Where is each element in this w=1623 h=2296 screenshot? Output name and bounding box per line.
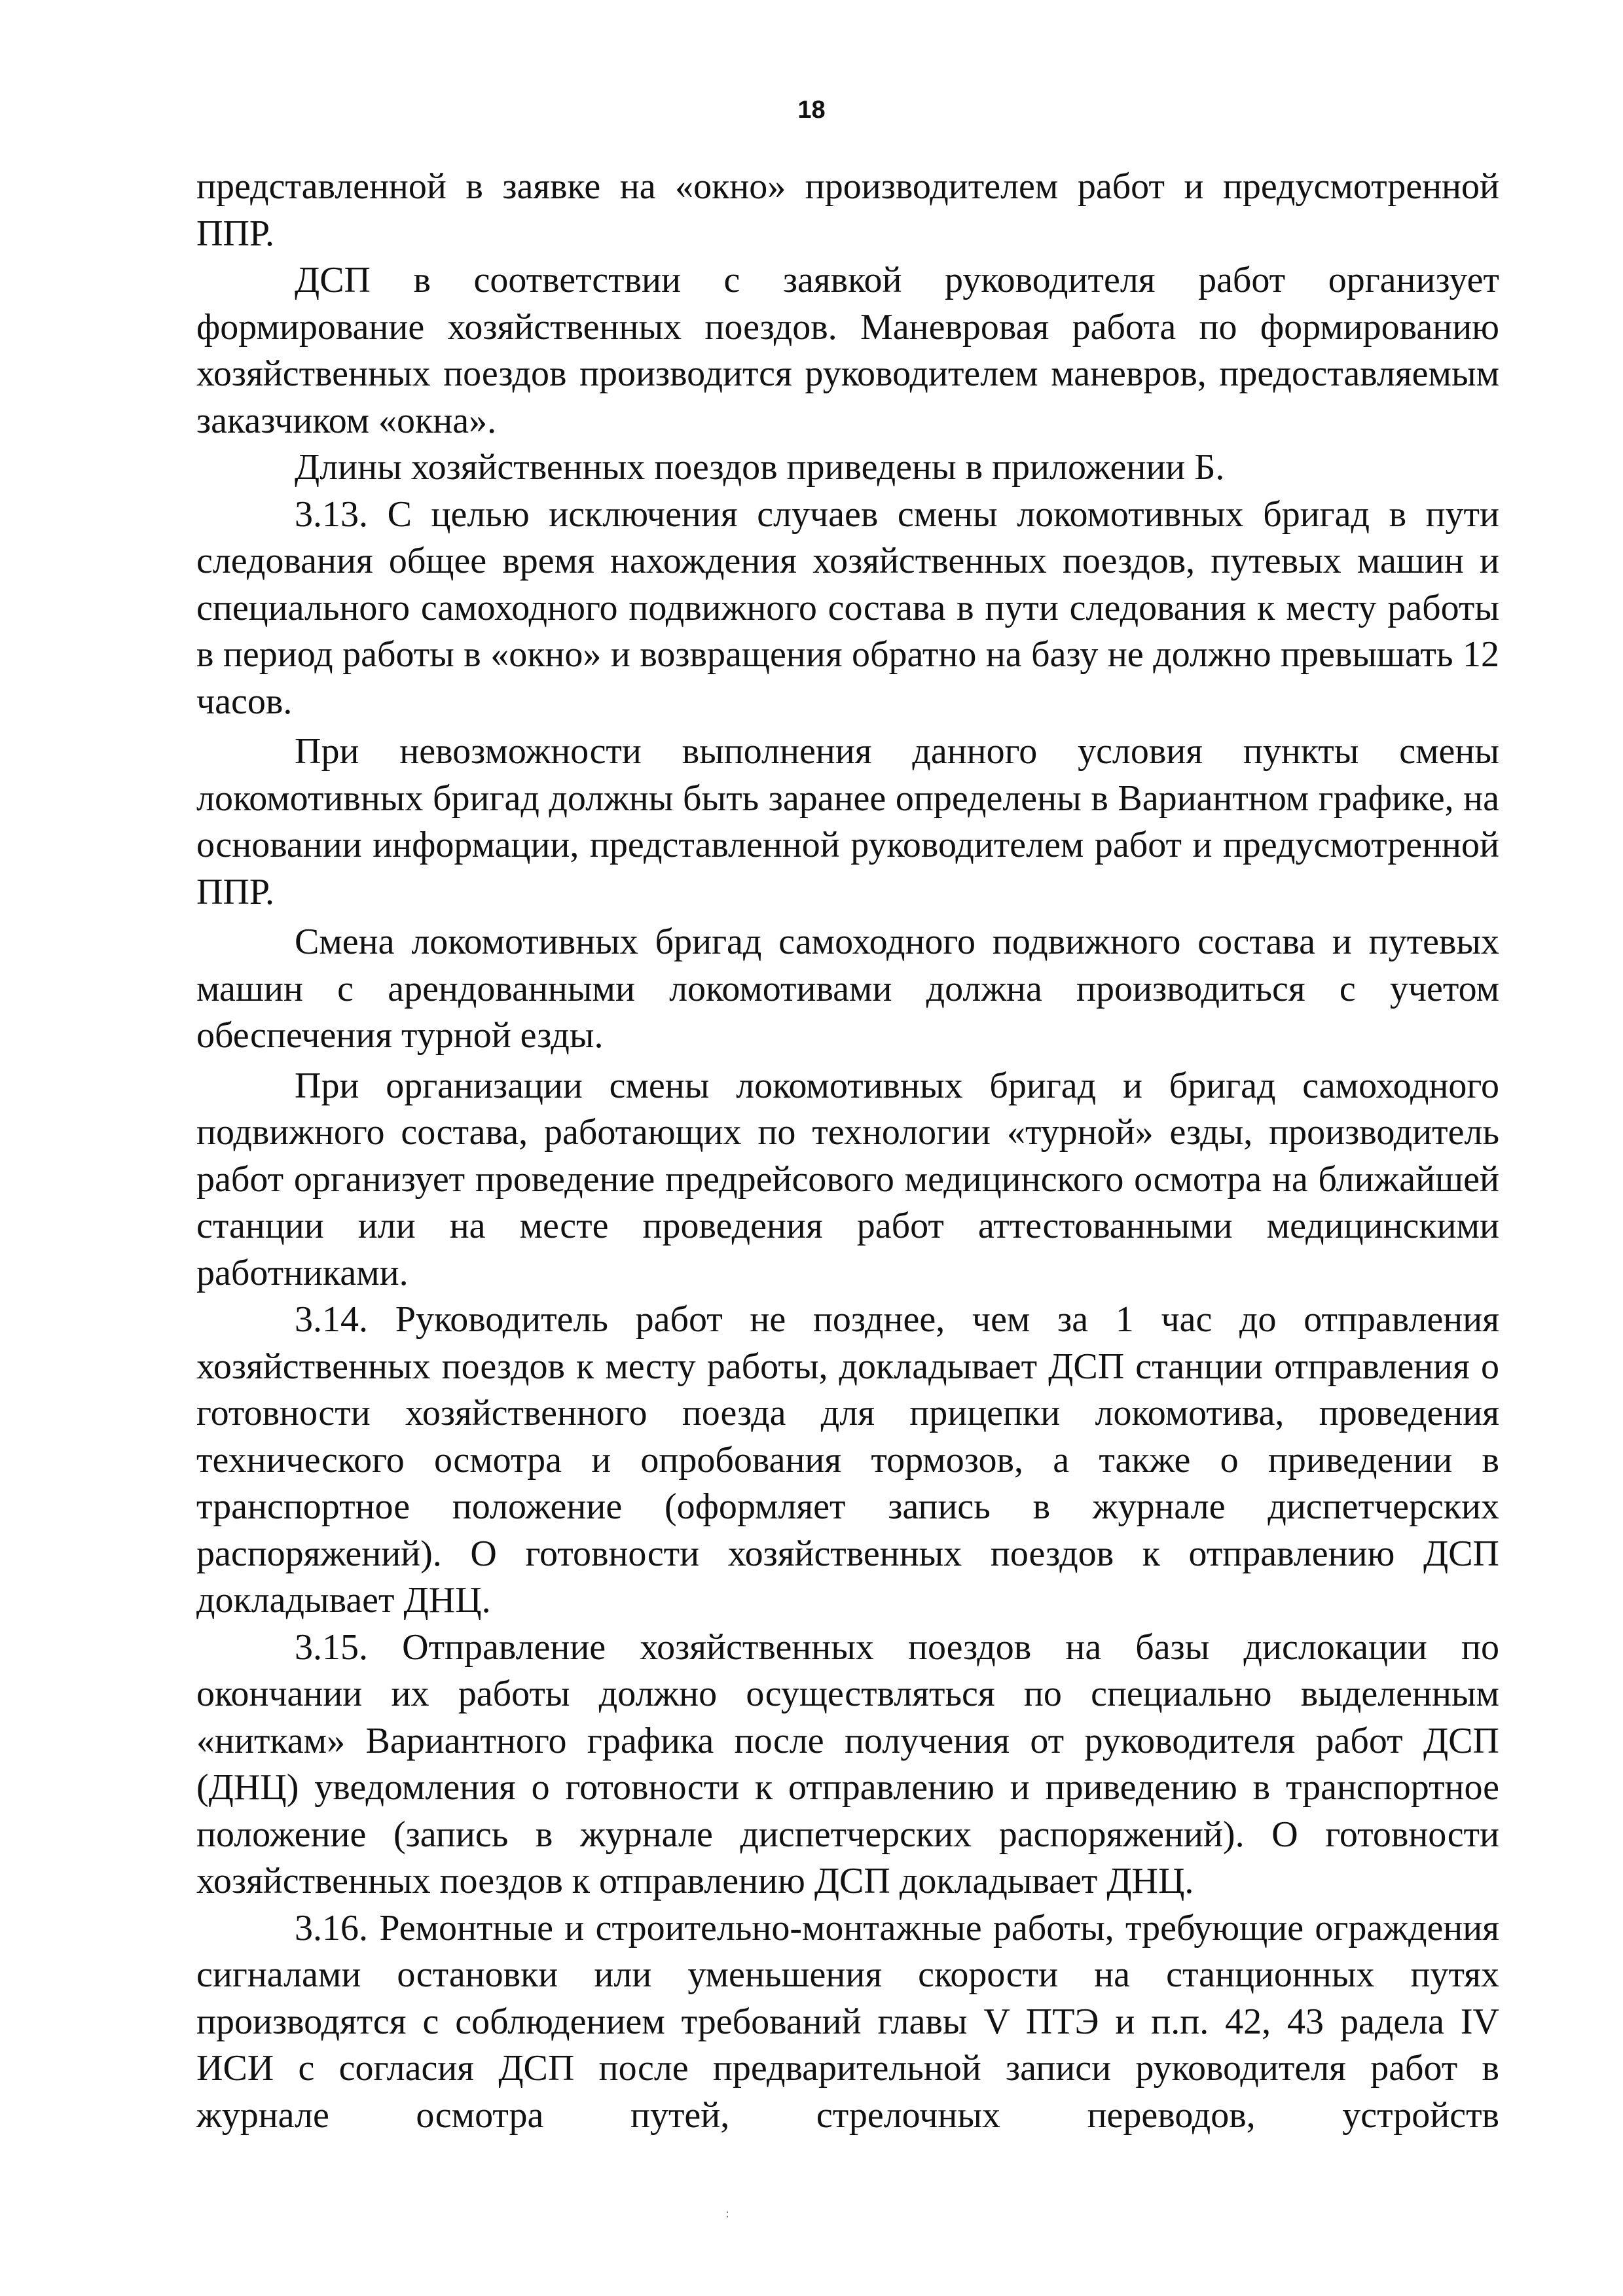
paragraph-3-16: 3.16. Ремонтные и строительно-монтажные работы, требующие ограждения сигналами остановки или уменьшения скорости на станционных путях производятся с соблюдением требований главы V ПТЭ и п.п. 42, 43 радела IV ИСИ с согласия ДСП после предварительной записи руководителя работ в журнале осмотра путей, стрелочных переводов, устройств <box>196 1907 1499 2136</box>
paragraph-crew-change-rented: Смена локомотивных бригад самоходного подвижного состава и путевых машин с арендованными локомотивами должна производиться с учетом обеспечения турной езды. <box>196 922 1499 1056</box>
document-body <box>196 164 1499 2139</box>
paragraph-continuation: представленной в заявке на «окно» производителем работ и предусмотренной ППР. <box>196 166 1499 254</box>
page-number: 18 <box>797 96 826 124</box>
paragraph-medical-check: При организации смены локомотивных бригад и бригад самоходного подвижного состава, работающих по технологии «турной» езды, производитель работ организует проведение предрейсового медицинского осмотра на ближайшей станции или на месте проведения работ аттестованными медицинскими работниками. <box>196 1065 1499 1293</box>
paragraph-3-13: 3.13. С целью исключения случаев смены локомотивных бригад в пути следования общее время нахождения хозяйственных поездов, путевых машин и специального самоходного подвижного состава в пути следования к месту работы в период работы в «окно» и возвращения обратно на базу не должно превышать 12 часов. <box>196 493 1499 722</box>
paragraph-train-lengths: Длины хозяйственных поездов приведены в приложении Б. <box>295 447 1225 488</box>
paragraph-3-15: 3.15. Отправление хозяйственных поездов на базы дислокации по окончании их работы должно осуществляться по специально выделенным «ниткам» Вариантного графика после получения от руководителя работ ДСП (ДНЦ) уведомления о готовности к отправлению и приведению в транспортное положение (запись в журнале диспетчерских распоряжений). О готовности хозяйственных поездов к отправлению ДСП докладывает ДНЦ. <box>196 1626 1499 1901</box>
paragraph-dsp-formation: ДСП в соответствии с заявкой руководителя работ организует формирование хозяйственных поездов. Маневровая работа по формированию хозяйственных поездов производится руководителем маневров, предоставляемым заказчиком «окна». <box>196 260 1499 441</box>
scan-mark: : <box>725 2207 730 2221</box>
paragraph-crew-change-points: При невозможности выполнения данного условия пункты смены локомотивных бригад должны быть заранее определены в Вариантном графике, на основании информации, представленной руководителем работ и предусмотренной ППР. <box>196 731 1499 912</box>
paragraph-3-14: 3.14. Руководитель работ не позднее, чем за 1 час до отправления хозяйственных поездов к месту работы, докладывает ДСП станции отправления о готовности хозяйственного поезда для прицепки локомотива, проведения технического осмотра и опробования тормозов, а также о приведении в транспортное положение (оформляет запись в журнале диспетчерских распоряжений). О готовности хозяйственных поездов к отправлению ДСП докладывает ДНЦ. <box>196 1299 1499 1621</box>
